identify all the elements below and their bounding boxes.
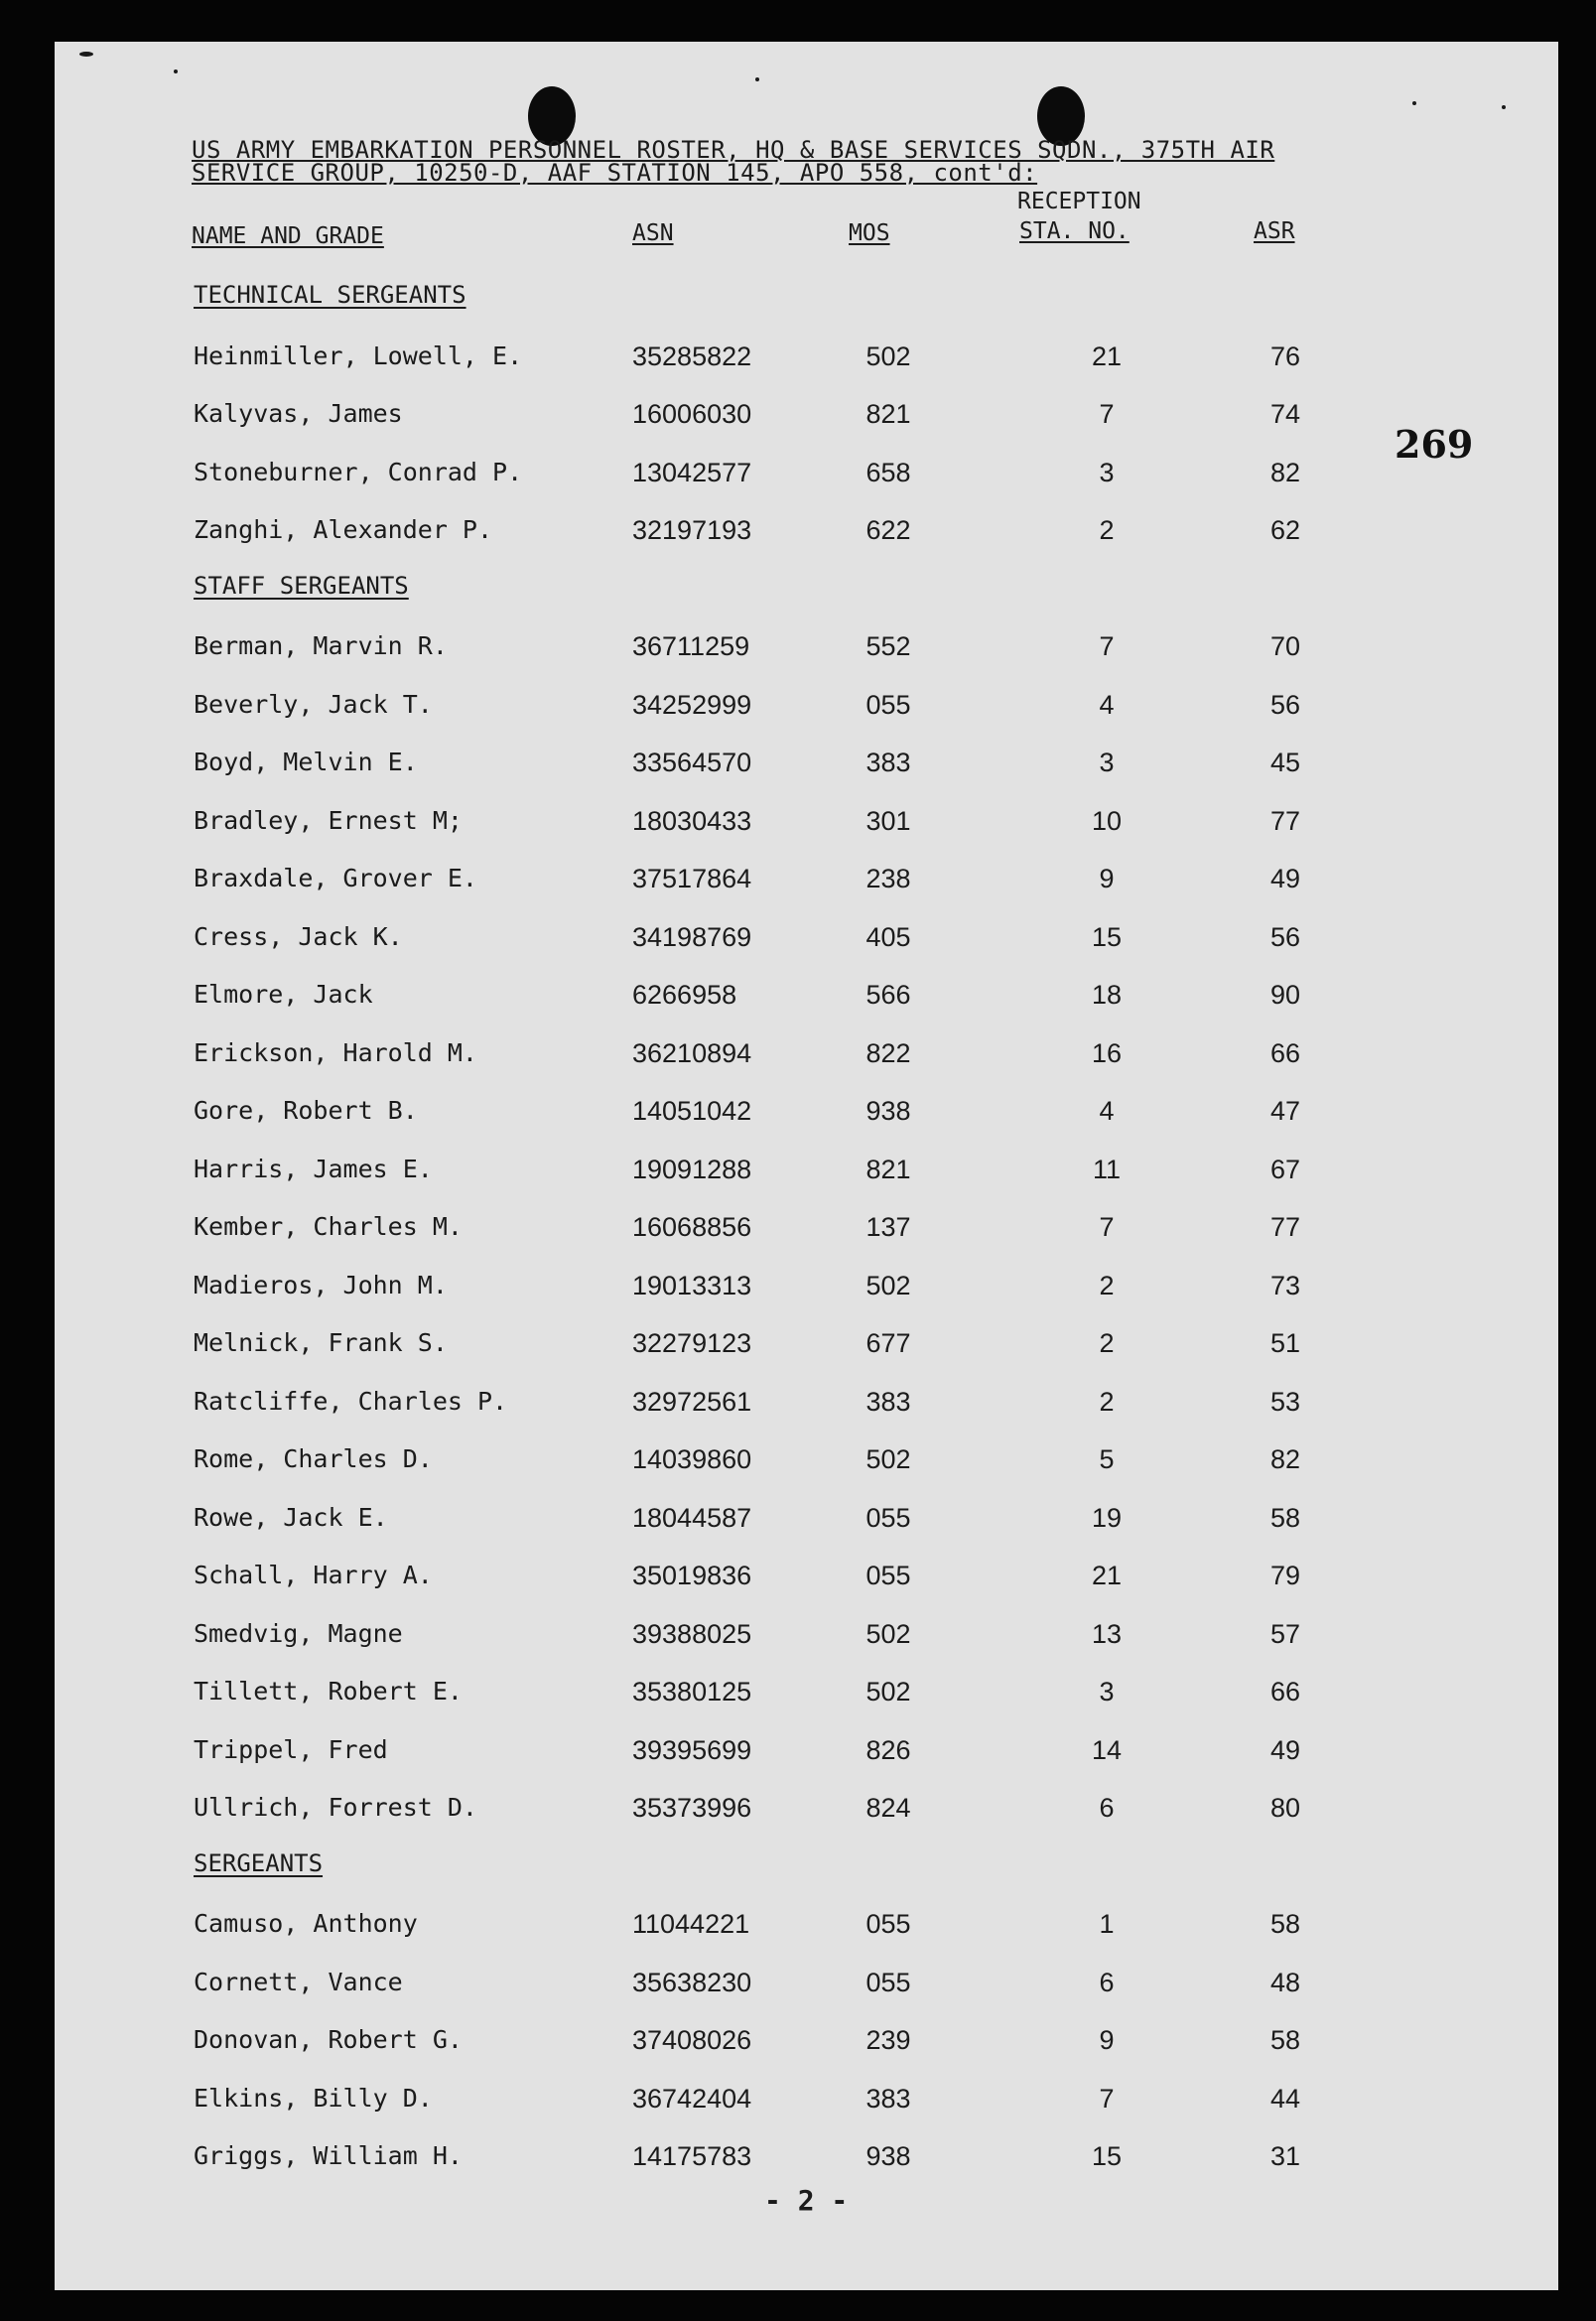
- roster-row: [55, 1793, 1558, 1833]
- roster-row: [55, 1038, 1558, 1078]
- asr-value: 67: [1269, 1154, 1301, 1184]
- mos-value: 658: [865, 457, 911, 487]
- person-name: Erickson, Harold M.: [194, 1037, 477, 1067]
- mos-value: 301: [865, 805, 911, 836]
- asn-value: 36742404: [632, 2083, 752, 2114]
- roster-row: [55, 1909, 1558, 1949]
- reception-station-value: 3: [1099, 748, 1115, 777]
- asn-value: 19013313: [632, 1270, 752, 1300]
- mos-value: 055: [865, 1502, 911, 1533]
- page-number: - 2 -: [764, 2184, 849, 2217]
- asr-value: 73: [1269, 1270, 1301, 1300]
- person-name: Camuso, Anthony: [194, 1909, 418, 1938]
- person-name: Ullrich, Forrest D.: [194, 1793, 477, 1822]
- asr-value: 80: [1269, 1793, 1301, 1823]
- roster-row: [55, 399, 1558, 439]
- asn-value: 35285822: [632, 341, 752, 371]
- section-heading: SERGEANTS: [194, 1848, 324, 1877]
- mos-value: 821: [865, 399, 911, 429]
- asn-value: 32972561: [632, 1386, 752, 1417]
- roster-title-line-1: US ARMY EMBARKATION PERSONNEL ROSTER, HQ & BASE SERVICES SQDN., 375TH AIR: [192, 136, 1275, 164]
- asn-value: 18044587: [632, 1502, 752, 1533]
- person-name: Kalyvas, James: [194, 399, 403, 428]
- reception-station-value: 2: [1099, 515, 1115, 545]
- asn-value: 35019836: [632, 1561, 752, 1590]
- roster-row: [55, 806, 1558, 846]
- reception-station-value: 16: [1091, 1037, 1123, 1068]
- reception-station-value: 2: [1099, 1386, 1115, 1417]
- asn-value: 39388025: [632, 1618, 752, 1649]
- speck: [1412, 101, 1416, 105]
- asr-value: 79: [1269, 1561, 1301, 1590]
- roster-row: [55, 1677, 1558, 1716]
- reception-station-value: 11: [1092, 1154, 1122, 1184]
- stamped-page-number: 269: [1395, 422, 1474, 467]
- asr-value: 76: [1269, 341, 1301, 371]
- person-name: Schall, Harry A.: [194, 1561, 433, 1589]
- asn-value: 6266958: [632, 980, 737, 1010]
- header-mos: MOS: [849, 220, 890, 246]
- asr-value: 49: [1269, 1734, 1301, 1765]
- reception-station-value: 4: [1099, 1096, 1115, 1126]
- roster-row: [55, 341, 1558, 381]
- asr-value: 82: [1269, 457, 1301, 487]
- reception-station-value: 14: [1091, 1734, 1123, 1765]
- roster-page: [55, 42, 1558, 2290]
- roster-row: [55, 1444, 1558, 1484]
- asr-value: 53: [1269, 1386, 1301, 1417]
- person-name: Rome, Charles D.: [194, 1444, 433, 1473]
- asr-value: 58: [1269, 2025, 1301, 2055]
- reception-station-value: 3: [1099, 457, 1115, 487]
- reception-station-value: 15: [1091, 2141, 1123, 2171]
- asr-value: 90: [1269, 980, 1301, 1010]
- person-name: Rowe, Jack E.: [194, 1502, 388, 1532]
- mos-value: 137: [865, 1212, 911, 1242]
- header-name-and-grade: NAME AND GRADE: [192, 223, 384, 249]
- person-name: Heinmiller, Lowell, E.: [194, 341, 523, 370]
- asr-value: 66: [1269, 1677, 1301, 1707]
- asn-value: 11044221: [632, 1909, 750, 1939]
- asr-value: 49: [1269, 864, 1301, 893]
- mos-value: 552: [865, 631, 911, 661]
- asr-value: 62: [1269, 515, 1301, 545]
- section-heading: TECHNICAL SERGEANTS: [194, 281, 466, 309]
- asr-value: 66: [1269, 1037, 1301, 1068]
- person-name: Melnick, Frank S.: [194, 1328, 448, 1357]
- asn-value: 32197193: [632, 515, 752, 545]
- person-name: Smedvig, Magne: [194, 1618, 403, 1648]
- person-name: Bradley, Ernest M;: [194, 805, 463, 835]
- asr-value: 58: [1269, 1502, 1301, 1533]
- mos-value: 938: [865, 2141, 911, 2171]
- roster-row: [55, 631, 1558, 671]
- mos-value: 502: [865, 1444, 911, 1474]
- reception-station-value: 9: [1099, 864, 1115, 893]
- mos-value: 055: [865, 1967, 911, 1997]
- asn-value: 14039860: [632, 1444, 752, 1474]
- roster-row: [55, 458, 1558, 497]
- mos-value: 405: [865, 921, 911, 952]
- roster-row: [55, 1387, 1558, 1427]
- roster-row: [55, 980, 1558, 1020]
- roster-row: [55, 1155, 1558, 1194]
- asr-value: 48: [1269, 1967, 1301, 1997]
- person-name: Donovan, Robert G.: [194, 2025, 463, 2054]
- asn-value: 37408026: [632, 2025, 752, 2055]
- reception-station-value: 6: [1099, 1967, 1115, 1997]
- reception-station-value: 7: [1099, 631, 1115, 661]
- roster-row: [55, 1096, 1558, 1136]
- asr-value: 44: [1269, 2083, 1301, 2114]
- asn-value: 18030433: [632, 805, 752, 836]
- asr-value: 56: [1269, 689, 1301, 720]
- roster-row: [55, 748, 1558, 787]
- person-name: Berman, Marvin R.: [194, 631, 448, 660]
- reception-station-value: 21: [1091, 341, 1123, 371]
- asn-value: 13042577: [632, 457, 752, 487]
- header-asr: ASR: [1254, 218, 1295, 244]
- person-name: Cornett, Vance: [194, 1967, 403, 1996]
- roster-row: [55, 1212, 1558, 1252]
- mos-value: 055: [865, 689, 911, 720]
- mos-value: 938: [865, 1096, 911, 1126]
- person-name: Elkins, Billy D.: [194, 2083, 433, 2113]
- asn-value: 34198769: [632, 921, 752, 952]
- asn-value: 35638230: [632, 1967, 752, 1997]
- asn-value: 16068856: [632, 1212, 752, 1242]
- asr-value: 77: [1269, 1212, 1301, 1242]
- asn-value: 33564570: [632, 748, 752, 777]
- reception-station-value: 15: [1091, 921, 1123, 952]
- roster-row: [55, 2141, 1558, 2181]
- person-name: Boyd, Melvin E.: [194, 748, 418, 776]
- mos-value: 502: [865, 341, 911, 371]
- asn-value: 32279123: [632, 1328, 752, 1358]
- mos-value: 566: [865, 980, 911, 1010]
- person-name: Stoneburner, Conrad P.: [194, 457, 523, 486]
- roster-row: [55, 1503, 1558, 1543]
- asr-value: 74: [1269, 399, 1301, 429]
- mos-value: 822: [865, 1037, 911, 1068]
- speck: [755, 77, 759, 81]
- person-name: Zanghi, Alexander P.: [194, 515, 493, 544]
- roster-row: [55, 864, 1558, 903]
- mos-value: 677: [865, 1328, 911, 1358]
- person-name: Cress, Jack K.: [194, 921, 403, 951]
- roster-row: [55, 1328, 1558, 1368]
- roster-row: [55, 1968, 1558, 2007]
- person-name: Braxdale, Grover E.: [194, 864, 477, 892]
- reception-station-value: 4: [1099, 689, 1115, 720]
- asr-value: 77: [1269, 805, 1301, 836]
- mos-value: 502: [865, 1677, 911, 1707]
- roster-row: [55, 1561, 1558, 1600]
- asr-value: 70: [1269, 631, 1301, 661]
- reception-station-value: 21: [1091, 1561, 1123, 1590]
- header-reception: RECEPTION: [1017, 189, 1141, 214]
- header-sta-no: STA. NO.: [1019, 218, 1130, 244]
- asr-value: 45: [1269, 748, 1301, 777]
- asn-value: 14051042: [632, 1096, 752, 1126]
- reception-station-value: 9: [1099, 2025, 1115, 2055]
- reception-station-value: 13: [1091, 1618, 1123, 1649]
- mos-value: 622: [865, 515, 911, 545]
- mos-value: 502: [865, 1270, 911, 1300]
- mos-value: 826: [865, 1734, 911, 1765]
- asr-value: 51: [1269, 1328, 1301, 1358]
- reception-station-value: 2: [1099, 1270, 1115, 1300]
- person-name: Griggs, William H.: [194, 2141, 463, 2170]
- reception-station-value: 18: [1091, 980, 1123, 1010]
- reception-station-value: 6: [1099, 1793, 1115, 1823]
- mos-value: 383: [865, 748, 911, 777]
- roster-row: [55, 2025, 1558, 2065]
- person-name: Kember, Charles M.: [194, 1212, 463, 1241]
- roster-row: [55, 515, 1558, 555]
- asn-value: 35373996: [632, 1793, 752, 1823]
- asr-value: 31: [1269, 2141, 1301, 2171]
- mos-value: 824: [865, 1793, 911, 1823]
- roster-row: [55, 690, 1558, 730]
- mos-value: 055: [865, 1561, 911, 1590]
- asr-value: 56: [1269, 921, 1301, 952]
- asn-value: 14175783: [632, 2141, 752, 2171]
- roster-row: [55, 922, 1558, 962]
- mos-value: 383: [865, 1386, 911, 1417]
- reception-station-value: 7: [1099, 2083, 1115, 2114]
- asn-value: 39395699: [632, 1734, 752, 1765]
- asr-value: 82: [1269, 1444, 1301, 1474]
- asn-value: 16006030: [632, 399, 752, 429]
- reception-station-value: 2: [1099, 1328, 1115, 1358]
- section-heading: STAFF SERGEANTS: [194, 571, 409, 600]
- person-name: Elmore, Jack: [194, 980, 373, 1009]
- speck: [174, 69, 178, 73]
- reception-station-value: 10: [1091, 805, 1123, 836]
- speck: [1502, 105, 1506, 109]
- mos-value: 239: [865, 2025, 911, 2055]
- person-name: Ratcliffe, Charles P.: [194, 1386, 508, 1416]
- roster-title-line-2: SERVICE GROUP, 10250-D, AAF STATION 145, APO 558, cont'd:: [192, 159, 1038, 187]
- roster-row: [55, 2084, 1558, 2123]
- reception-station-value: 3: [1099, 1677, 1115, 1707]
- asn-value: 34252999: [632, 689, 752, 720]
- reception-station-value: 5: [1099, 1444, 1115, 1474]
- asn-value: 36711259: [632, 631, 750, 661]
- asn-value: 37517864: [632, 864, 752, 893]
- speck: [79, 52, 93, 57]
- mos-value: 502: [865, 1618, 911, 1649]
- mos-value: 383: [865, 2083, 911, 2114]
- asr-value: 47: [1269, 1096, 1301, 1126]
- person-name: Trippel, Fred: [194, 1734, 388, 1764]
- asn-value: 19091288: [632, 1154, 752, 1184]
- reception-station-value: 1: [1099, 1909, 1115, 1939]
- asr-value: 57: [1269, 1618, 1301, 1649]
- mos-value: 055: [865, 1909, 911, 1939]
- roster-row: [55, 1735, 1558, 1775]
- person-name: Beverly, Jack T.: [194, 689, 433, 719]
- asr-value: 58: [1269, 1909, 1301, 1939]
- person-name: Gore, Robert B.: [194, 1096, 418, 1125]
- header-asn: ASN: [632, 220, 674, 246]
- asn-value: 35380125: [632, 1677, 752, 1707]
- person-name: Harris, James E.: [194, 1154, 433, 1183]
- roster-row: [55, 1619, 1558, 1659]
- reception-station-value: 7: [1099, 399, 1115, 429]
- reception-station-value: 7: [1099, 1212, 1115, 1242]
- mos-value: 238: [865, 864, 911, 893]
- person-name: Madieros, John M.: [194, 1270, 448, 1299]
- reception-station-value: 19: [1091, 1502, 1123, 1533]
- person-name: Tillett, Robert E.: [194, 1677, 463, 1706]
- mos-value: 821: [865, 1154, 911, 1184]
- roster-row: [55, 1271, 1558, 1310]
- asn-value: 36210894: [632, 1037, 752, 1068]
